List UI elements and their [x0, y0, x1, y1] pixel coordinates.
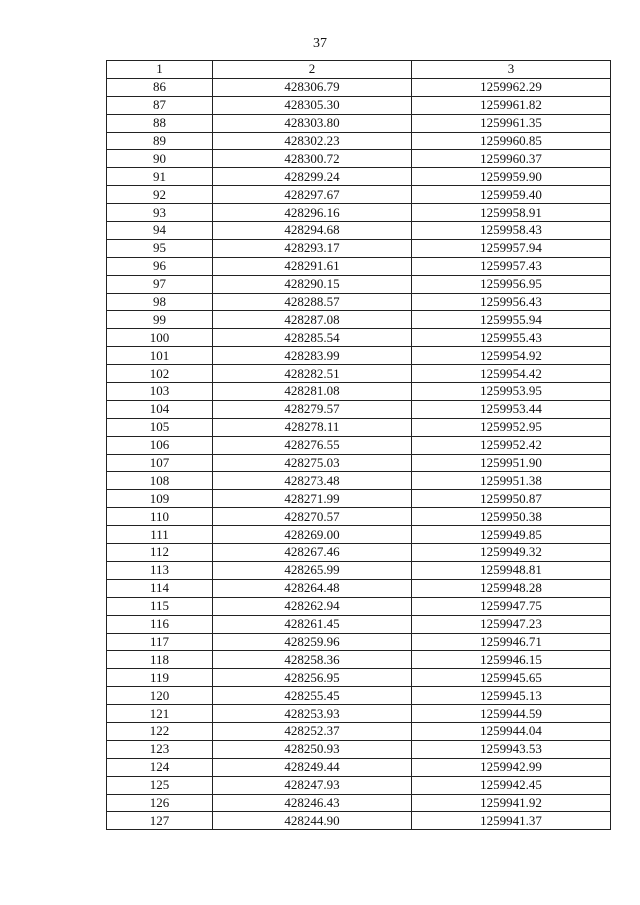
point-number-cell: 103 — [107, 383, 213, 401]
point-number-cell: 104 — [107, 400, 213, 418]
y-coordinate-cell: 1259956.43 — [412, 293, 611, 311]
point-number-cell: 113 — [107, 561, 213, 579]
x-coordinate-cell: 428249.44 — [213, 758, 412, 776]
table-row — [107, 758, 611, 776]
point-number-cell: 119 — [107, 669, 213, 687]
x-coordinate-cell: 428261.45 — [213, 615, 412, 633]
table-row — [107, 794, 611, 812]
y-coordinate-cell: 1259962.29 — [412, 78, 611, 96]
y-coordinate-cell: 1259957.94 — [412, 239, 611, 257]
x-coordinate-cell: 428270.57 — [213, 508, 412, 526]
point-number-cell: 106 — [107, 436, 213, 454]
y-coordinate-cell: 1259951.90 — [412, 454, 611, 472]
point-number-cell: 114 — [107, 579, 213, 597]
x-coordinate-cell: 428305.30 — [213, 96, 412, 114]
x-coordinate-cell: 428255.45 — [213, 687, 412, 705]
table-row — [107, 168, 611, 186]
y-coordinate-cell: 1259960.37 — [412, 150, 611, 168]
x-coordinate-cell: 428279.57 — [213, 400, 412, 418]
table-row — [107, 383, 611, 401]
x-coordinate-cell: 428252.37 — [213, 722, 412, 740]
point-number-cell: 111 — [107, 526, 213, 544]
point-number-cell: 88 — [107, 114, 213, 132]
x-coordinate-cell: 428287.08 — [213, 311, 412, 329]
point-number-cell: 102 — [107, 365, 213, 383]
point-number-cell: 127 — [107, 812, 213, 830]
x-coordinate-cell: 428250.93 — [213, 740, 412, 758]
table-row — [107, 436, 611, 454]
table-row — [107, 508, 611, 526]
point-number-cell: 86 — [107, 78, 213, 96]
x-coordinate-cell: 428247.93 — [213, 776, 412, 794]
y-coordinate-cell: 1259948.28 — [412, 579, 611, 597]
point-number-cell: 96 — [107, 257, 213, 275]
table-row — [107, 418, 611, 436]
column-header-2: 2 — [213, 61, 412, 79]
point-number-cell: 122 — [107, 722, 213, 740]
x-coordinate-cell: 428253.93 — [213, 705, 412, 723]
table-row — [107, 329, 611, 347]
table-row — [107, 812, 611, 830]
table-row — [107, 347, 611, 365]
y-coordinate-cell: 1259946.15 — [412, 651, 611, 669]
y-coordinate-cell: 1259942.45 — [412, 776, 611, 794]
table-row — [107, 275, 611, 293]
table-row — [107, 687, 611, 705]
y-coordinate-cell: 1259944.59 — [412, 705, 611, 723]
y-coordinate-cell: 1259951.38 — [412, 472, 611, 490]
x-coordinate-cell: 428246.43 — [213, 794, 412, 812]
point-number-cell: 120 — [107, 687, 213, 705]
x-coordinate-cell: 428281.08 — [213, 383, 412, 401]
y-coordinate-cell: 1259953.44 — [412, 400, 611, 418]
table-row — [107, 651, 611, 669]
table-row — [107, 579, 611, 597]
point-number-cell: 98 — [107, 293, 213, 311]
table-header-row — [107, 61, 611, 79]
point-number-cell: 90 — [107, 150, 213, 168]
y-coordinate-cell: 1259948.81 — [412, 561, 611, 579]
y-coordinate-cell: 1259953.95 — [412, 383, 611, 401]
point-number-cell: 105 — [107, 418, 213, 436]
x-coordinate-cell: 428294.68 — [213, 222, 412, 240]
table-row — [107, 526, 611, 544]
table-row — [107, 150, 611, 168]
point-number-cell: 101 — [107, 347, 213, 365]
point-number-cell: 110 — [107, 508, 213, 526]
y-coordinate-cell: 1259945.65 — [412, 669, 611, 687]
table-row — [107, 740, 611, 758]
x-coordinate-cell: 428278.11 — [213, 418, 412, 436]
point-number-cell: 94 — [107, 222, 213, 240]
point-number-cell: 108 — [107, 472, 213, 490]
table-row — [107, 615, 611, 633]
x-coordinate-cell: 428271.99 — [213, 490, 412, 508]
x-coordinate-cell: 428282.51 — [213, 365, 412, 383]
table-row — [107, 633, 611, 651]
x-coordinate-cell: 428290.15 — [213, 275, 412, 293]
table-row — [107, 400, 611, 418]
table-row — [107, 78, 611, 96]
point-number-cell: 112 — [107, 544, 213, 562]
point-number-cell: 92 — [107, 186, 213, 204]
column-header-1: 1 — [107, 61, 213, 79]
y-coordinate-cell: 1259941.92 — [412, 794, 611, 812]
point-number-cell: 93 — [107, 204, 213, 222]
point-number-cell: 100 — [107, 329, 213, 347]
x-coordinate-cell: 428269.00 — [213, 526, 412, 544]
x-coordinate-cell: 428264.48 — [213, 579, 412, 597]
x-coordinate-cell: 428303.80 — [213, 114, 412, 132]
y-coordinate-cell: 1259961.35 — [412, 114, 611, 132]
x-coordinate-cell: 428291.61 — [213, 257, 412, 275]
x-coordinate-cell: 428256.95 — [213, 669, 412, 687]
table-row — [107, 132, 611, 150]
y-coordinate-cell: 1259959.90 — [412, 168, 611, 186]
x-coordinate-cell: 428265.99 — [213, 561, 412, 579]
y-coordinate-cell: 1259941.37 — [412, 812, 611, 830]
x-coordinate-cell: 428276.55 — [213, 436, 412, 454]
y-coordinate-cell: 1259956.95 — [412, 275, 611, 293]
table-row — [107, 776, 611, 794]
table-row — [107, 472, 611, 490]
point-number-cell: 118 — [107, 651, 213, 669]
point-number-cell: 126 — [107, 794, 213, 812]
point-number-cell: 123 — [107, 740, 213, 758]
y-coordinate-cell: 1259943.53 — [412, 740, 611, 758]
table-row — [107, 114, 611, 132]
point-number-cell: 95 — [107, 239, 213, 257]
table-row — [107, 561, 611, 579]
x-coordinate-cell: 428285.54 — [213, 329, 412, 347]
y-coordinate-cell: 1259950.38 — [412, 508, 611, 526]
point-number-cell: 99 — [107, 311, 213, 329]
x-coordinate-cell: 428296.16 — [213, 204, 412, 222]
table-row — [107, 722, 611, 740]
table-row — [107, 669, 611, 687]
point-number-cell: 121 — [107, 705, 213, 723]
table-body — [107, 78, 611, 829]
table-row — [107, 96, 611, 114]
x-coordinate-cell: 428267.46 — [213, 544, 412, 562]
x-coordinate-cell: 428259.96 — [213, 633, 412, 651]
y-coordinate-cell: 1259954.92 — [412, 347, 611, 365]
y-coordinate-cell: 1259961.82 — [412, 96, 611, 114]
table-row — [107, 544, 611, 562]
y-coordinate-cell: 1259952.42 — [412, 436, 611, 454]
coordinates-table — [106, 60, 611, 830]
x-coordinate-cell: 428293.17 — [213, 239, 412, 257]
point-number-cell: 97 — [107, 275, 213, 293]
table-row — [107, 597, 611, 615]
x-coordinate-cell: 428275.03 — [213, 454, 412, 472]
y-coordinate-cell: 1259955.94 — [412, 311, 611, 329]
y-coordinate-cell: 1259947.75 — [412, 597, 611, 615]
y-coordinate-cell: 1259946.71 — [412, 633, 611, 651]
y-coordinate-cell: 1259950.87 — [412, 490, 611, 508]
y-coordinate-cell: 1259959.40 — [412, 186, 611, 204]
page-number: 37 — [313, 36, 327, 51]
x-coordinate-cell: 428258.36 — [213, 651, 412, 669]
point-number-cell: 109 — [107, 490, 213, 508]
y-coordinate-cell: 1259947.23 — [412, 615, 611, 633]
column-header-3: 3 — [412, 61, 611, 79]
x-coordinate-cell: 428300.72 — [213, 150, 412, 168]
table-row — [107, 239, 611, 257]
y-coordinate-cell: 1259952.95 — [412, 418, 611, 436]
y-coordinate-cell: 1259945.13 — [412, 687, 611, 705]
x-coordinate-cell: 428302.23 — [213, 132, 412, 150]
y-coordinate-cell: 1259958.91 — [412, 204, 611, 222]
x-coordinate-cell: 428283.99 — [213, 347, 412, 365]
table-row — [107, 454, 611, 472]
point-number-cell: 116 — [107, 615, 213, 633]
table-row — [107, 705, 611, 723]
y-coordinate-cell: 1259949.32 — [412, 544, 611, 562]
y-coordinate-cell: 1259944.04 — [412, 722, 611, 740]
y-coordinate-cell: 1259957.43 — [412, 257, 611, 275]
table-row — [107, 365, 611, 383]
table-row — [107, 186, 611, 204]
y-coordinate-cell: 1259955.43 — [412, 329, 611, 347]
x-coordinate-cell: 428262.94 — [213, 597, 412, 615]
x-coordinate-cell: 428306.79 — [213, 78, 412, 96]
table-row — [107, 490, 611, 508]
point-number-cell: 125 — [107, 776, 213, 794]
x-coordinate-cell: 428288.57 — [213, 293, 412, 311]
y-coordinate-cell: 1259954.42 — [412, 365, 611, 383]
y-coordinate-cell: 1259942.99 — [412, 758, 611, 776]
point-number-cell: 87 — [107, 96, 213, 114]
y-coordinate-cell: 1259949.85 — [412, 526, 611, 544]
point-number-cell: 115 — [107, 597, 213, 615]
x-coordinate-cell: 428273.48 — [213, 472, 412, 490]
table-row — [107, 293, 611, 311]
table-row — [107, 222, 611, 240]
table-row — [107, 257, 611, 275]
point-number-cell: 107 — [107, 454, 213, 472]
table-row — [107, 311, 611, 329]
x-coordinate-cell: 428297.67 — [213, 186, 412, 204]
x-coordinate-cell: 428244.90 — [213, 812, 412, 830]
x-coordinate-cell: 428299.24 — [213, 168, 412, 186]
y-coordinate-cell: 1259958.43 — [412, 222, 611, 240]
point-number-cell: 117 — [107, 633, 213, 651]
point-number-cell: 91 — [107, 168, 213, 186]
table-row — [107, 204, 611, 222]
point-number-cell: 89 — [107, 132, 213, 150]
y-coordinate-cell: 1259960.85 — [412, 132, 611, 150]
point-number-cell: 124 — [107, 758, 213, 776]
